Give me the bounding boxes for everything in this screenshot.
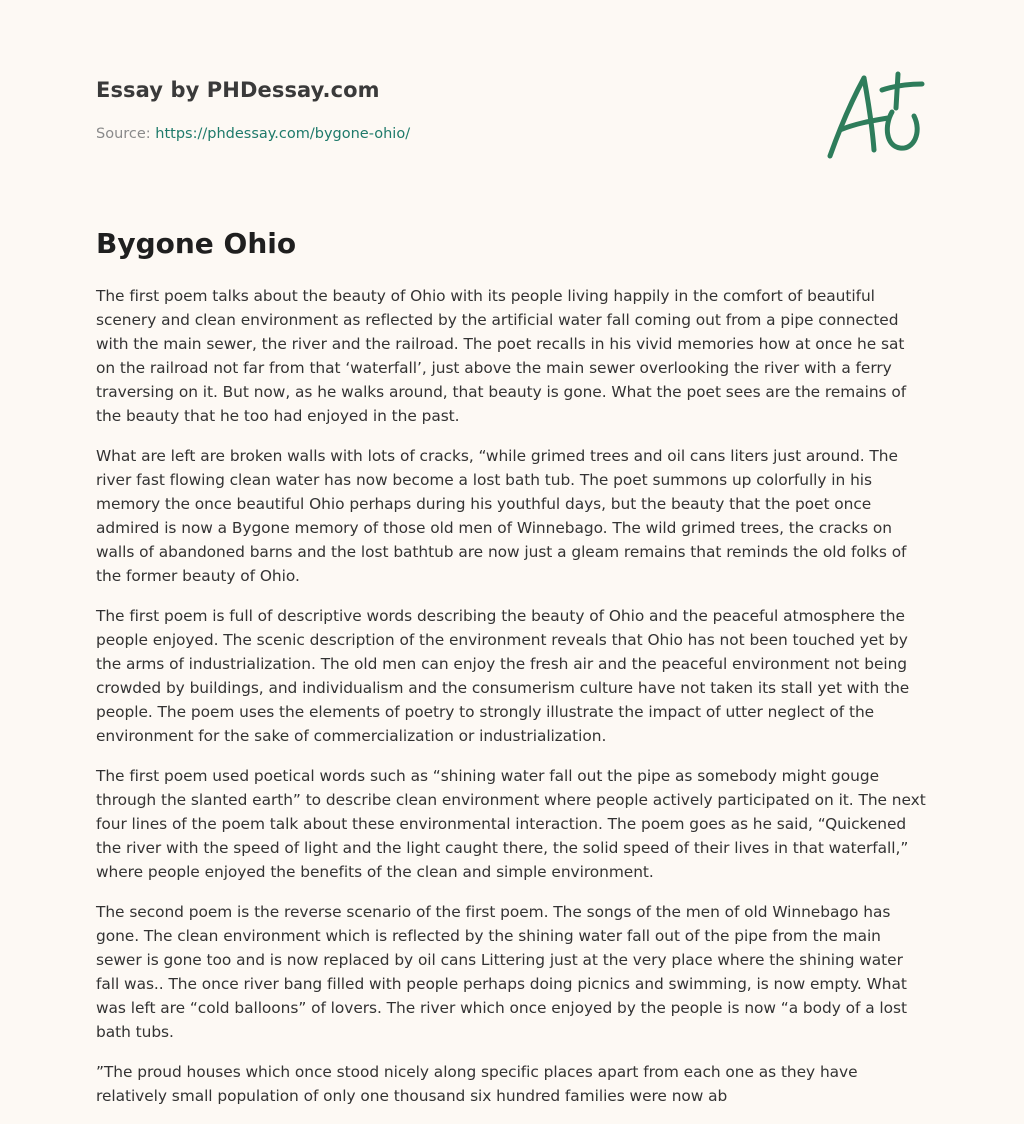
essay-paragraph: The second poem is the reverse scenario of the first poem. The songs of the men of old Winnebago has gone. The clean environment which is reflected by the shining water fall out of the pipe from the main sewer is gone too and is now replaced by oil cans Littering just at the very place where the shining water fall was.. The once river bang filled with people perhaps doing picnics and swimming, is now empty. What was left are “cold balloons” of lovers. The river which once enjoyed by the people is now “a body of a lost bath tubs. (96, 903, 907, 1041)
site-title: Essay by PHDessay.com (96, 78, 380, 102)
essay-paragraph: The first poem talks about the beauty of Ohio with its people living happily in the comfort of beautiful scenery and clean environment as reflected by the artificial water fall coming out from a pipe connected with the main sewer, the river and the railroad. The poet recalls in his vivid memories how at once he sat on the railroad not far from that ‘waterfall’, just above the main sewer overlooking the river with a ferry traversing on it. But now, as he walks around, that beauty is gone. What the poet sees are the remains of the beauty that he too had enjoyed in the past. (96, 287, 907, 425)
essay-paragraph: What are left are broken walls with lots of cracks, “while grimed trees and oil cans liters just around. The river fast flowing clean water has now become a lost bath tub. The poet summons up colorfully in his memory the once beautiful Ohio perhaps during his youthful days, but the beauty that the poet once admired is now a Bygone memory of those old men of Winnebago. The wild grimed trees, the cracks on walls of abandoned barns and the lost bathtub are now just a gleam remains that reminds the old folks of the former beauty of Ohio. (96, 447, 907, 585)
essay-body (96, 284, 926, 1124)
essay-paragraph: The first poem used poetical words such as “shining water fall out the pipe as somebody might gouge through the slanted earth” to describe clean environment where people actively participated on it. The next four lines of the poem talk about these environmental interaction. The poem goes as he said, “Quickened the river with the speed of light and the light caught there, the solid speed of their lives in that waterfall,” where people enjoyed the benefits of the clean and simple environment. (96, 767, 926, 881)
source-label: Source: (96, 126, 156, 142)
page-header (96, 76, 796, 144)
essay-title: Bygone Ohio (96, 227, 297, 260)
source-link[interactable]: https://phdessay.com/bygone-ohio/ (155, 126, 411, 142)
a-plus-logo-icon (822, 66, 930, 166)
source-line (96, 124, 796, 144)
essay-paragraph: ”The proud houses which once stood nicely along specific places apart from each one as they have relatively small population of only one thousand six hundred families were now ab (96, 1063, 858, 1105)
essay-paragraph: The first poem is full of descriptive words describing the beauty of Ohio and the peaceful atmosphere the people enjoyed. The scenic description of the environment reveals that Ohio has not been touched yet by the arms of industrialization. The old men can enjoy the fresh air and the peaceful environment not being crowded by buildings, and individualism and the consumerism culture have not taken its stall yet with the people. The poem uses the elements of poetry to strongly illustrate the impact of utter neglect of the environment for the sake of commercialization or industrialization. (96, 607, 910, 745)
